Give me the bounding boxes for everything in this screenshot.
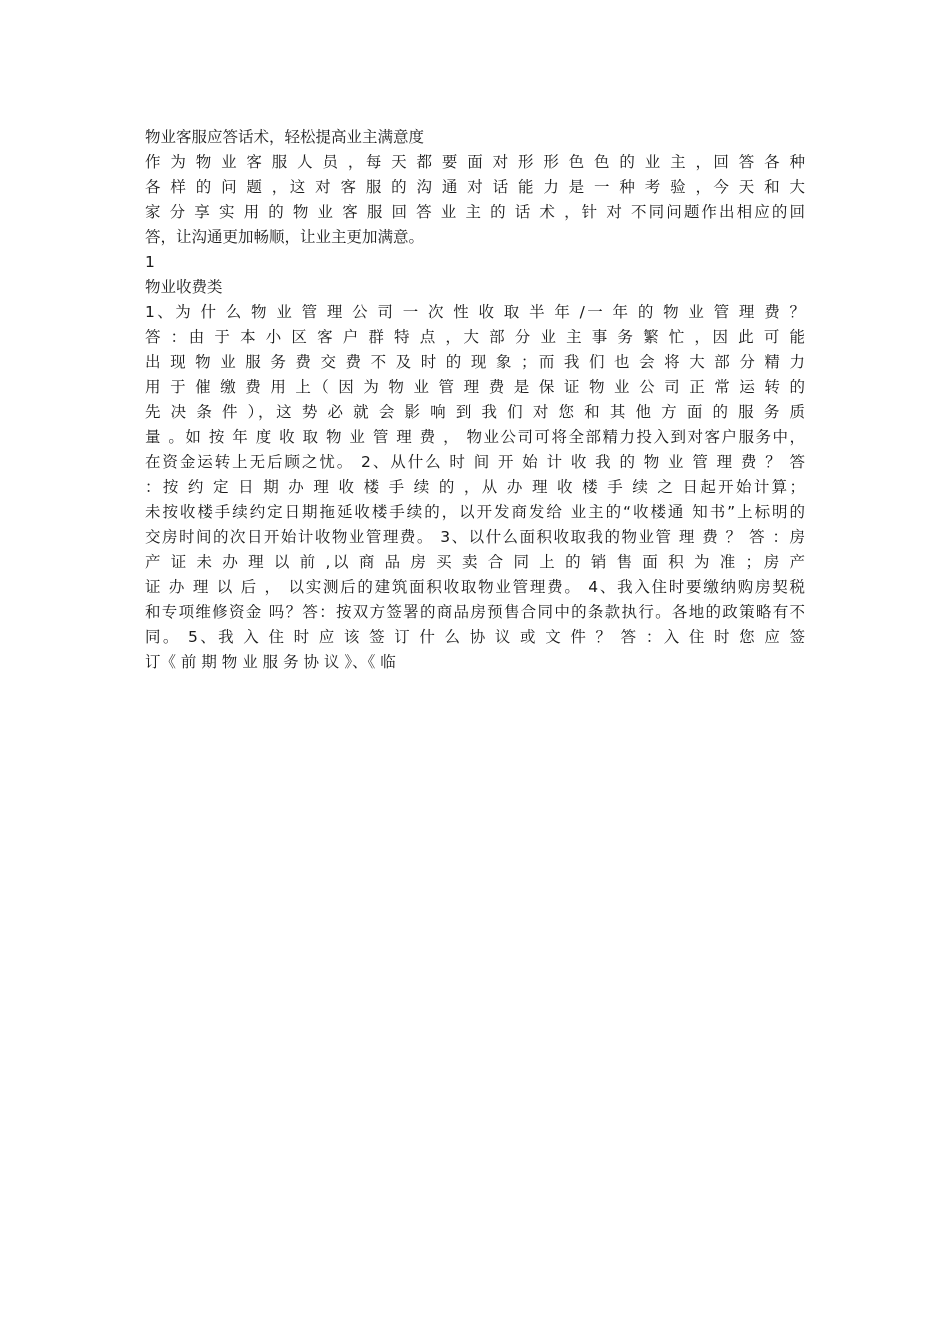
body-line: 先 决 条 件 ），这 势 必 就 会 影 响 到 我 们 对 您 和 其 他 方 面 的 服 务 质 — [145, 403, 805, 421]
body-line: 用 于 催 缴 费 用 上（ 因 为 物 业 管 理 费 是 保 证 物 业 公 司 正 常 运 转 的 — [145, 378, 805, 396]
intro-line: 作 为 物 业 客 服 人 员 ，每 天 都 要 面 对 形 形 色 色 的 业 主 ，回 答 各 种 — [145, 153, 805, 171]
body-line: 交房时间的次日开始计收物业管理费。 3、以什么面积收取我的物业管 理 费 ？ 答 ：房 — [145, 528, 805, 546]
document-title: 物业客服应答话术，轻松提高业主满意度 — [145, 128, 425, 146]
body-line: 量 。如 按 年 度 收 取 物 业 管 理 费 ， 物业公司可将全部精力投入到对客户服务中， — [145, 428, 805, 446]
body-line: 出 现 物 业 服 务 费 交 费 不 及 时 的 现 象 ；而 我 们 也 会 将 大 部 分 精 力 — [145, 353, 805, 371]
body-line: ：按 约 定 日 期 办 理 收 楼 手 续 的 ，从 办 理 收 楼 手 续 之 日起开始计算； — [145, 478, 805, 496]
body-line: 答 ：由 于 本 小 区 客 户 群 特 点 ，大 部 分 业 主 事 务 繁 忙 ，因 此 可 能 — [145, 328, 805, 346]
body-line: 证 办 理 以 后 ， 以实测后的建筑面积收取物业管理费。 4、我入住时要缴纳购房契税 — [145, 578, 805, 596]
section-number: 1 — [145, 253, 155, 271]
body-line: 订《 前 期 物 业 服 务 协 议 》、《 临 — [145, 653, 396, 671]
body-line: 在资金运转上无后顾之忧。 2、从什么 时 间 开 始 计 收 我 的 物 业 管 理 费 ？ 答 — [145, 453, 805, 471]
body-line: 产 证 未 办 理 以 前 ,以 商 品 房 买 卖 合 同 上 的 销 售 面 积 为 准 ；房 产 — [145, 553, 805, 571]
section-title: 物业收费类 — [145, 278, 223, 296]
intro-line: 各 样 的 问 题 ，这 对 客 服 的 沟 通 对 话 能 力 是 一 种 考 验 ，今 天 和 大 — [145, 178, 805, 196]
body-line: 同。 5、我 入 住 时 应 该 签 订 什 么 协 议 或 文 件 ？ 答 ：入 住 时 您 应 签 — [145, 628, 805, 646]
body-line: 1、为 什 么 物 业 管 理 公 司 一 次 性 收 取 半 年 /一 年 的 物 业 管 理 费 ？ — [145, 303, 805, 321]
body-line: 未按收楼手续约定日期拖延收楼手续的，以开发商发给 业主的“收楼通 知书”上标明的 — [145, 503, 805, 521]
body-line: 和专项维修资金 吗？答：按双方签署的商品房预售合同中的条款执行。各地的政策略有不 — [145, 603, 805, 621]
intro-line: 家 分 享 实 用 的 物 业 客 服 回 答 业 主 的 话 术 ，针 对 不同问题作出相应的回 — [145, 203, 805, 221]
intro-line: 答，让沟通更加畅顺，让业主更加满意。 — [145, 228, 425, 246]
